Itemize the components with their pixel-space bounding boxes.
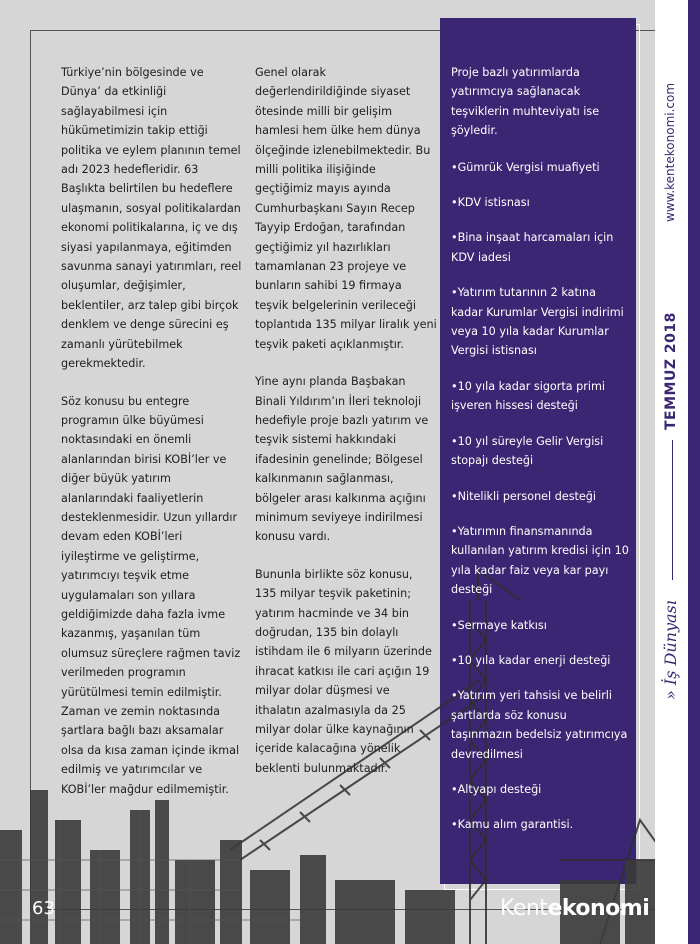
list-item: •10 yıla kadar enerji desteği xyxy=(451,653,611,667)
list-item: •Yatırımın finansmanında kullanılan yatırım kredisi için 10 yıla kadar faiz veya kar payı desteği xyxy=(451,524,629,597)
list-item: •Nitelikli personel desteği xyxy=(451,489,597,503)
list-item: •Kamu alım garantisi. xyxy=(451,818,574,832)
incentives-list xyxy=(451,63,629,851)
list-item: •Gümrük Vergisi muafiyeti xyxy=(451,160,600,174)
brand-logo xyxy=(500,896,649,921)
sidebar-stripe xyxy=(688,0,700,944)
page-number: 63 xyxy=(32,898,55,919)
brand-bold: ekonomi xyxy=(547,896,650,921)
website-link[interactable]: www.kentekonomi.com xyxy=(663,82,677,222)
section-label: İş Dünyası xyxy=(661,600,680,686)
list-item: •Bina inşaat harcamaları için KDV iadesi xyxy=(451,231,614,264)
list-item: •10 yıla kadar sigorta primi işveren hissesi desteği xyxy=(451,379,605,413)
issue-date: TEMMUZ 2018 xyxy=(663,312,679,430)
incentives-intro: Proje bazlı yatırımlarda yatırımcıya sağlanacak teşviklerin muhteviyatı ise şöyledir. xyxy=(451,66,600,138)
paragraph: Söz konusu bu entegre programın ülke büyümesi noktasındaki en önemli alanlarından birisi KOBİ’ler ve diğer büyük yatırım alanlarındaki faaliyetlerin desteklenmesidir. Uzun yıllardır devam eden KOBİ’leri iyileştirme ve geliştirme, yatırımcıyı teşvik etme uygulamaları son yıllara geldiğimizde daha fazla ivme kazanmış, yaşanılan tüm olumsuz süreçlere rağmen taviz verilmeden programın yürütülmesi temin edilmiştir. Zaman ve zemin noktasında şartlara bağlı bazı aksamalar olsa da kısa zaman içinde ikmal edilmiş ve yatırımcılar ve KOBİ’ler mağdur edilmemiştir. xyxy=(61,394,241,796)
list-item: •Sermaye katkısı xyxy=(451,618,547,632)
paragraph: Bununla birlikte söz konusu, 135 milyar teşvik paketinin; yatırım hacminde ve 34 bin doğrudan, 135 bin dolaylı istihdam ile 6 milyarın üzerinde ihracat katkısı ile cari açığın 19 milyar dolar düşmesi ve ithalatın azalmasıyla da 25 milyar dolar ülke kaynağının içeride kalacağına yönelik beklenti bulunmaktadır. xyxy=(255,567,432,775)
list-item: •Yatırım tutarının 2 katına kadar Kurumlar Vergisi indirimi veya 10 yıla kadar Kurumlar Vergisi istisnası xyxy=(451,286,624,358)
brand-light: Kent xyxy=(500,896,548,921)
list-item: •Altyapı desteği xyxy=(451,782,542,796)
list-item: •Yatırım yeri tahsisi ve belirli şartlarda söz konusu taşınmazın bedelsiz yatırımcıya devredilmesi xyxy=(451,689,628,761)
paragraph: Türkiye’nin bölgesinde ve Dünya’ da etkinliği sağlayabilmesi için hükümetimizin takip ettiği politika ve eylem planının temel adı 2023 hedefleridir. 63 Başlıkta belirtilen bu hedeflere ulaşmanın, sosyal politikalardan ekonomi politikalarına, iç ve dış siyasi yapılanmaya, eğitimden savunma sanayi yatırımları, reel oluşumlar, değişimler, beklentiler, arz talep gibi birçok denklem ve denge sürecini eş zamanlı yürütebilmek gerekmektedir. xyxy=(61,66,242,371)
section-title xyxy=(661,600,680,700)
paragraph: Genel olarak değerlendirildiğinde siyaset ötesinde milli bir gelişim hamlesi hem ülke hem dünya ölçeğinde izlenebilmektedir. Bu milli politika ilişiğinde geçtiğimiz mayıs ayında Cumhurbaşkanı Sayın Recep Tayyip Erdoğan, tarafından geçtiğimiz yıl hazırlıkları tamamlanan 23 projeye ve bunların sahibi 19 firmaya teşvik belgelerinin verileceği toplantıda 135 milyar liralık yeni teşvik paketi açıklanmıştır. xyxy=(255,66,437,351)
list-item: •KDV istisnası xyxy=(451,196,530,210)
section-mark-icon: » xyxy=(661,690,680,700)
list-item: •10 yıl süreyle Gelir Vergisi stopajı desteği xyxy=(451,434,604,468)
paragraph: Yine aynı planda Başbakan Binali Yıldırım’ın İleri teknoloji hedefiyle proje bazlı yatırım ve teşvik sistemi hakkındaki ifadesinin genelinde; Bölgesel kalkınmanın sağlanması, bölgeler arası kalkınma açığını minimum seviyeye indirilmesi konusu vardı. xyxy=(255,375,429,544)
sidebar-divider xyxy=(672,440,673,580)
